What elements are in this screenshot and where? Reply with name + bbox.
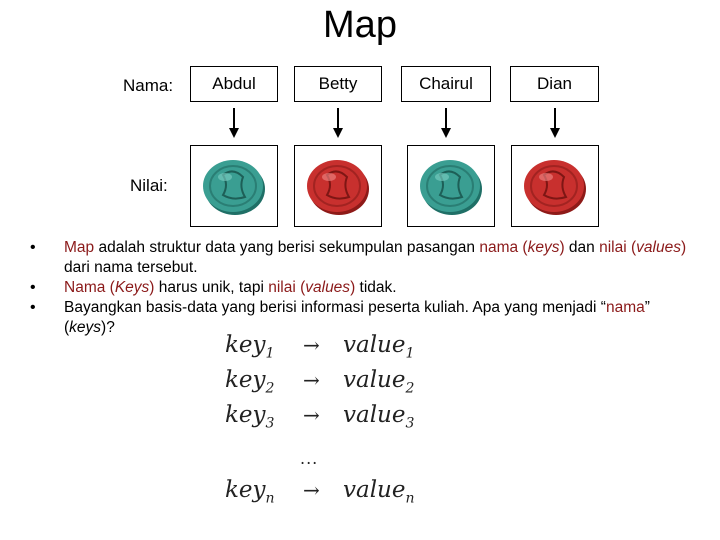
formula-row xyxy=(225,402,445,434)
nama-label: Nama: xyxy=(123,76,174,95)
formula-value: value$_3$ xyxy=(343,402,415,432)
formula-row xyxy=(225,332,445,364)
key-box-betty xyxy=(294,66,382,102)
key-box-dian xyxy=(510,66,599,102)
down-arrow-icon xyxy=(229,108,239,138)
teal-coin-icon xyxy=(416,153,486,219)
value-box-2 xyxy=(294,145,382,227)
key-label: Dian xyxy=(537,74,572,93)
value-box-4 xyxy=(511,145,599,227)
nilai-label: Nilai: xyxy=(130,176,168,195)
key-box-chairul xyxy=(401,66,491,102)
right-arrow-icon: → xyxy=(303,368,320,392)
formula-value: value$_1$ xyxy=(343,332,415,362)
formula-row xyxy=(225,367,445,399)
formula-key: key$_3$ xyxy=(225,402,275,432)
formula-key: key$_1$ xyxy=(225,332,275,362)
key-label: Abdul xyxy=(212,74,256,93)
value-box-1 xyxy=(190,145,278,227)
red-coin-icon xyxy=(303,153,373,219)
key-box-abdul xyxy=(190,66,278,102)
bullet-list xyxy=(30,238,705,338)
down-arrow-icon xyxy=(333,108,343,138)
key-label: Chairul xyxy=(419,74,473,93)
right-arrow-icon: → xyxy=(303,403,320,427)
bullet-item: • Map adalah struktur data yang berisi sekumpulan pasangan nama (keys) dan nilai (values) dari nama tersebut. xyxy=(30,238,705,278)
value-box-3 xyxy=(407,145,495,227)
down-arrow-icon xyxy=(550,108,560,138)
formula-key: key$_n$ xyxy=(225,477,275,507)
ellipsis: ... xyxy=(300,449,319,468)
slide-title: Map xyxy=(323,4,397,46)
key-label: Betty xyxy=(318,74,358,93)
formula-value: value$_2$ xyxy=(343,367,415,397)
red-coin-icon xyxy=(520,153,590,219)
formula-value: value$_n$ xyxy=(343,477,415,507)
formula-row xyxy=(225,477,445,509)
bullet-item: • Bayangkan basis-data yang berisi informasi peserta kuliah. Apa yang menjadi “nama” (keys)? xyxy=(30,298,705,338)
right-arrow-icon: → xyxy=(303,333,320,357)
bullet-item: • Nama (Keys) harus unik, tapi nilai (values) tidak. xyxy=(30,278,705,298)
teal-coin-icon xyxy=(199,153,269,219)
down-arrow-icon xyxy=(441,108,451,138)
key-value-formula xyxy=(225,332,445,512)
right-arrow-icon: → xyxy=(303,478,320,502)
formula-key: key$_2$ xyxy=(225,367,275,397)
